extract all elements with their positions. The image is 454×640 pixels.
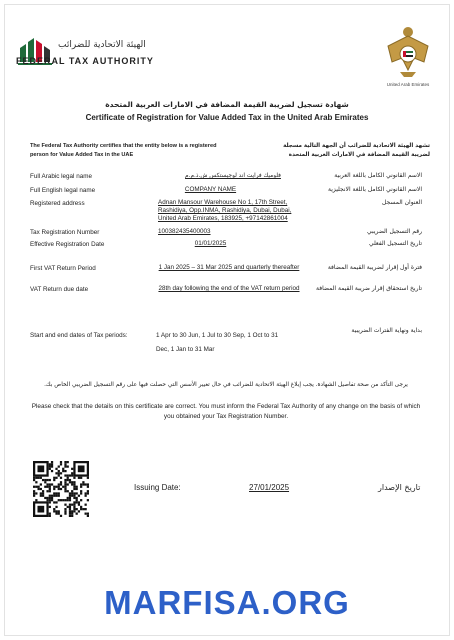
trn-value: 100382435400003 [158,228,211,235]
arabic-name-label-ar: الاسم القانوني الكامل باللغة العربية [334,172,422,179]
first-return-label-ar: فترة أول إقرار لضريبة القيمة المضافة [327,264,422,271]
certificate-title-english: Certificate of Registration for Value Added Tax in the United Arab Emirates [85,113,369,122]
address-label: Registered address [30,200,85,207]
effective-date-value: 01/01/2025 [194,240,227,247]
qr-code [33,461,89,517]
arabic-name-label: Full Arabic legal name [30,173,92,180]
tax-periods-label-ar: بداية ونهاية الفترات الضريبية [351,327,422,334]
first-return-label: First VAT Return Period [30,265,96,272]
effective-date-label: Effective Registration Date [30,241,105,248]
address-value: Adnan Mansour Warehouse No 1, 17th Street, Rashidiya, Opp.INMA, Rashidiya, Dubai, Dubai, United Arab Emirates, 183925, +97142861004 [158,199,292,222]
english-name-label: Full English legal name [30,187,96,194]
english-name-label-ar: الاسم القانوني الكامل باللغة الانجليزية [328,186,422,193]
intro-english: The Federal Tax Authority certifies that the entity below is a registered person for Value Added Tax in the UAE [30,143,217,158]
notice-english: Please check that the details on this certificate are correct. You must inform the Federal Tax Authority of any change on the basis of which you obtained your Tax Registration Number. [31,403,421,420]
return-due-value: 28th day following the end of the VAT return period [158,285,300,292]
arabic-name-value: فلوميك فرايت اند لوجيستكس ش.ذ.م.م [185,173,281,179]
return-due-label-ar: تاريخ استحقاق إقرار ضريبة القيمة المضافة [316,285,422,292]
trn-label: Tax Registration Number [30,229,100,236]
falcon-emblem-icon [382,22,434,80]
issuing-date-label-ar: تاريخ الإصدار [378,483,421,492]
issuing-date-label: Issuing Date: [134,483,181,492]
certificate-title-arabic: شهادة تسجيل لضريبة القيمة المضافة في الامارات العربية المتحدة [105,100,349,109]
tax-periods-label: Start and end dates of Tax periods: [30,332,128,339]
tax-periods-value-line1: 1 Apr to 30 Jun, 1 Jul to 30 Sep, 1 Oct to 31 [156,332,279,339]
emblem-caption: United Arab Emirates [386,82,430,87]
intro-arabic: تشهد الهيئة الاتحادية للضرائب أن الجهة التالية مسجلة لضريبة القيمة المضافة في الامارات العربية المتحدة [283,143,430,158]
uae-emblem [382,22,434,85]
fta-logo [16,34,56,73]
trn-label-ar: رقم التسجيل الضريبي [367,228,422,235]
fta-name-english: FEDERAL TAX AUTHORITY [16,56,154,66]
notice-arabic: يرجى التأكد من صحة تفاصيل الشهادة. يجب إبلاغ الهيئة الاتحادية للضرائب في حال تغيير الأسس التي حصلت فيها على رقم التسجيل الضريبي الخاص بك. [44,382,408,388]
tax-periods-value-line2: Dec, 1 Jan to 31 Mar [156,346,215,353]
english-name-value: COMPANY NAME [184,186,237,193]
first-return-value: 1 Jan 2025 – 31 Mar 2025 and quarterly thereafter [158,264,300,271]
return-due-label: VAT Return due date [30,286,89,293]
marfisa-watermark: MARFISA.ORG [104,584,350,621]
fta-name-arabic: الهيئة الاتحادية للضرائب [58,40,146,50]
certificate-border [4,4,450,636]
address-label-ar: العنوان المسجل [381,199,422,206]
effective-date-label-ar: تاريخ التسجيل الفعلي [368,240,422,247]
issuing-date-value: 27/01/2025 [249,483,290,492]
